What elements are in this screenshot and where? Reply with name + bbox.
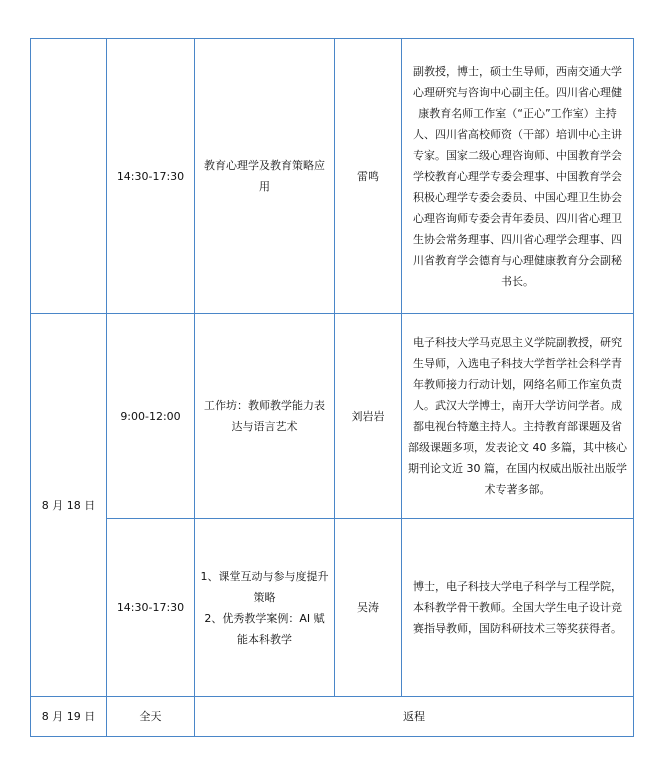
topic-cell: 教育心理学及教育策略应用 (195, 39, 335, 314)
time-cell: 全天 (107, 697, 195, 737)
activity-cell: 返程 (195, 697, 634, 737)
date-cell: 8 月 18 日 (31, 314, 107, 697)
time-cell: 9:00-12:00 (107, 314, 195, 519)
date-cell-empty (31, 39, 107, 314)
date-cell: 8 月 19 日 (31, 697, 107, 737)
table-row (31, 39, 634, 314)
bio-cell: 电子科技大学马克思主义学院副教授，研究生导师，入选电子科技大学哲学社会科学青年教师接力行动计划，网络名师工作室负责人。武汉大学博士，南开大学访问学者。成都电视台特邀主持人。主持教育部课题及省部级课题多项，发表论文 40 多篇，其中核心期刊论文近 30 篇，在国内权威出版社出版学术专著多部。 (402, 314, 634, 519)
time-cell: 14:30-17:30 (107, 39, 195, 314)
speaker-cell: 雷鸣 (335, 39, 402, 314)
topic-cell (195, 519, 335, 697)
table-row (31, 697, 634, 737)
topic-cell: 工作坊：教师教学能力表达与语言艺术 (195, 314, 335, 519)
bio-cell: 副教授，博士，硕士生导师，西南交通大学心理研究与咨询中心副主任。四川省心理健康教育名师工作室（“正心”工作室）主持人、四川省高校师资（干部）培训中心主讲专家。国家二级心理咨询师、中国教育学会学校教育心理学专委会理事、中国教育学会积极心理学专委会委员、中国心理卫生协会心理咨询师专委会青年委员、四川省心理卫生协会常务理事、四川省心理学会理事、四川省教育学会德育与心理健康教育分会副秘书长。 (402, 39, 634, 314)
topic-line: 2、优秀教学案例：AI 赋能本科教学 (204, 611, 325, 646)
speaker-cell: 吴涛 (335, 519, 402, 697)
table-row (31, 314, 634, 519)
time-cell: 14:30-17:30 (107, 519, 195, 697)
speaker-cell: 刘岩岩 (335, 314, 402, 519)
topic-line: 1、课堂互动与参与度提升策略 (200, 569, 329, 604)
schedule-table (30, 38, 634, 737)
table-row (31, 519, 634, 697)
bio-cell: 博士，电子科技大学电子科学与工程学院，本科教学骨干教师。全国大学生电子设计竞赛指导教师，国防科研技术三等奖获得者。 (402, 519, 634, 697)
